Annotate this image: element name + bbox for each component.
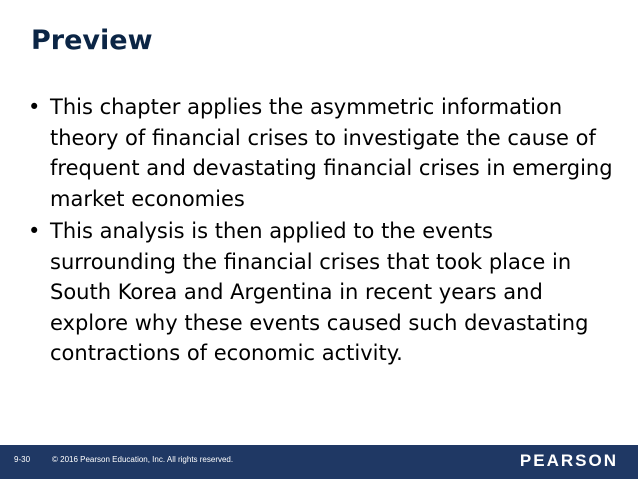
bullet-text: This analysis is then applied to the events surrounding the financial crises that took place in South Korea and Argentina in recent years and explore why these events caused such devastating contractions of economic activity. [50,219,589,365]
footer-bar [0,445,638,479]
bullet-text: This chapter applies the asymmetric information theory of financial crises to investigate the cause of frequent and devastating financial crises in emerging market economies [50,95,613,211]
copyright-notice: © 2016 Pearson Education, Inc. All rights reserved. [52,455,234,464]
bullet-item [28,92,618,214]
bullet-dot-icon: • [28,219,41,243]
bullet-dot-icon: • [28,95,41,119]
bullet-list [28,92,618,371]
bullet-item [28,216,618,369]
page-number: 9-30 [14,455,31,464]
slide-title: Preview [31,25,153,56]
pearson-logo: PEARSON [519,451,618,470]
